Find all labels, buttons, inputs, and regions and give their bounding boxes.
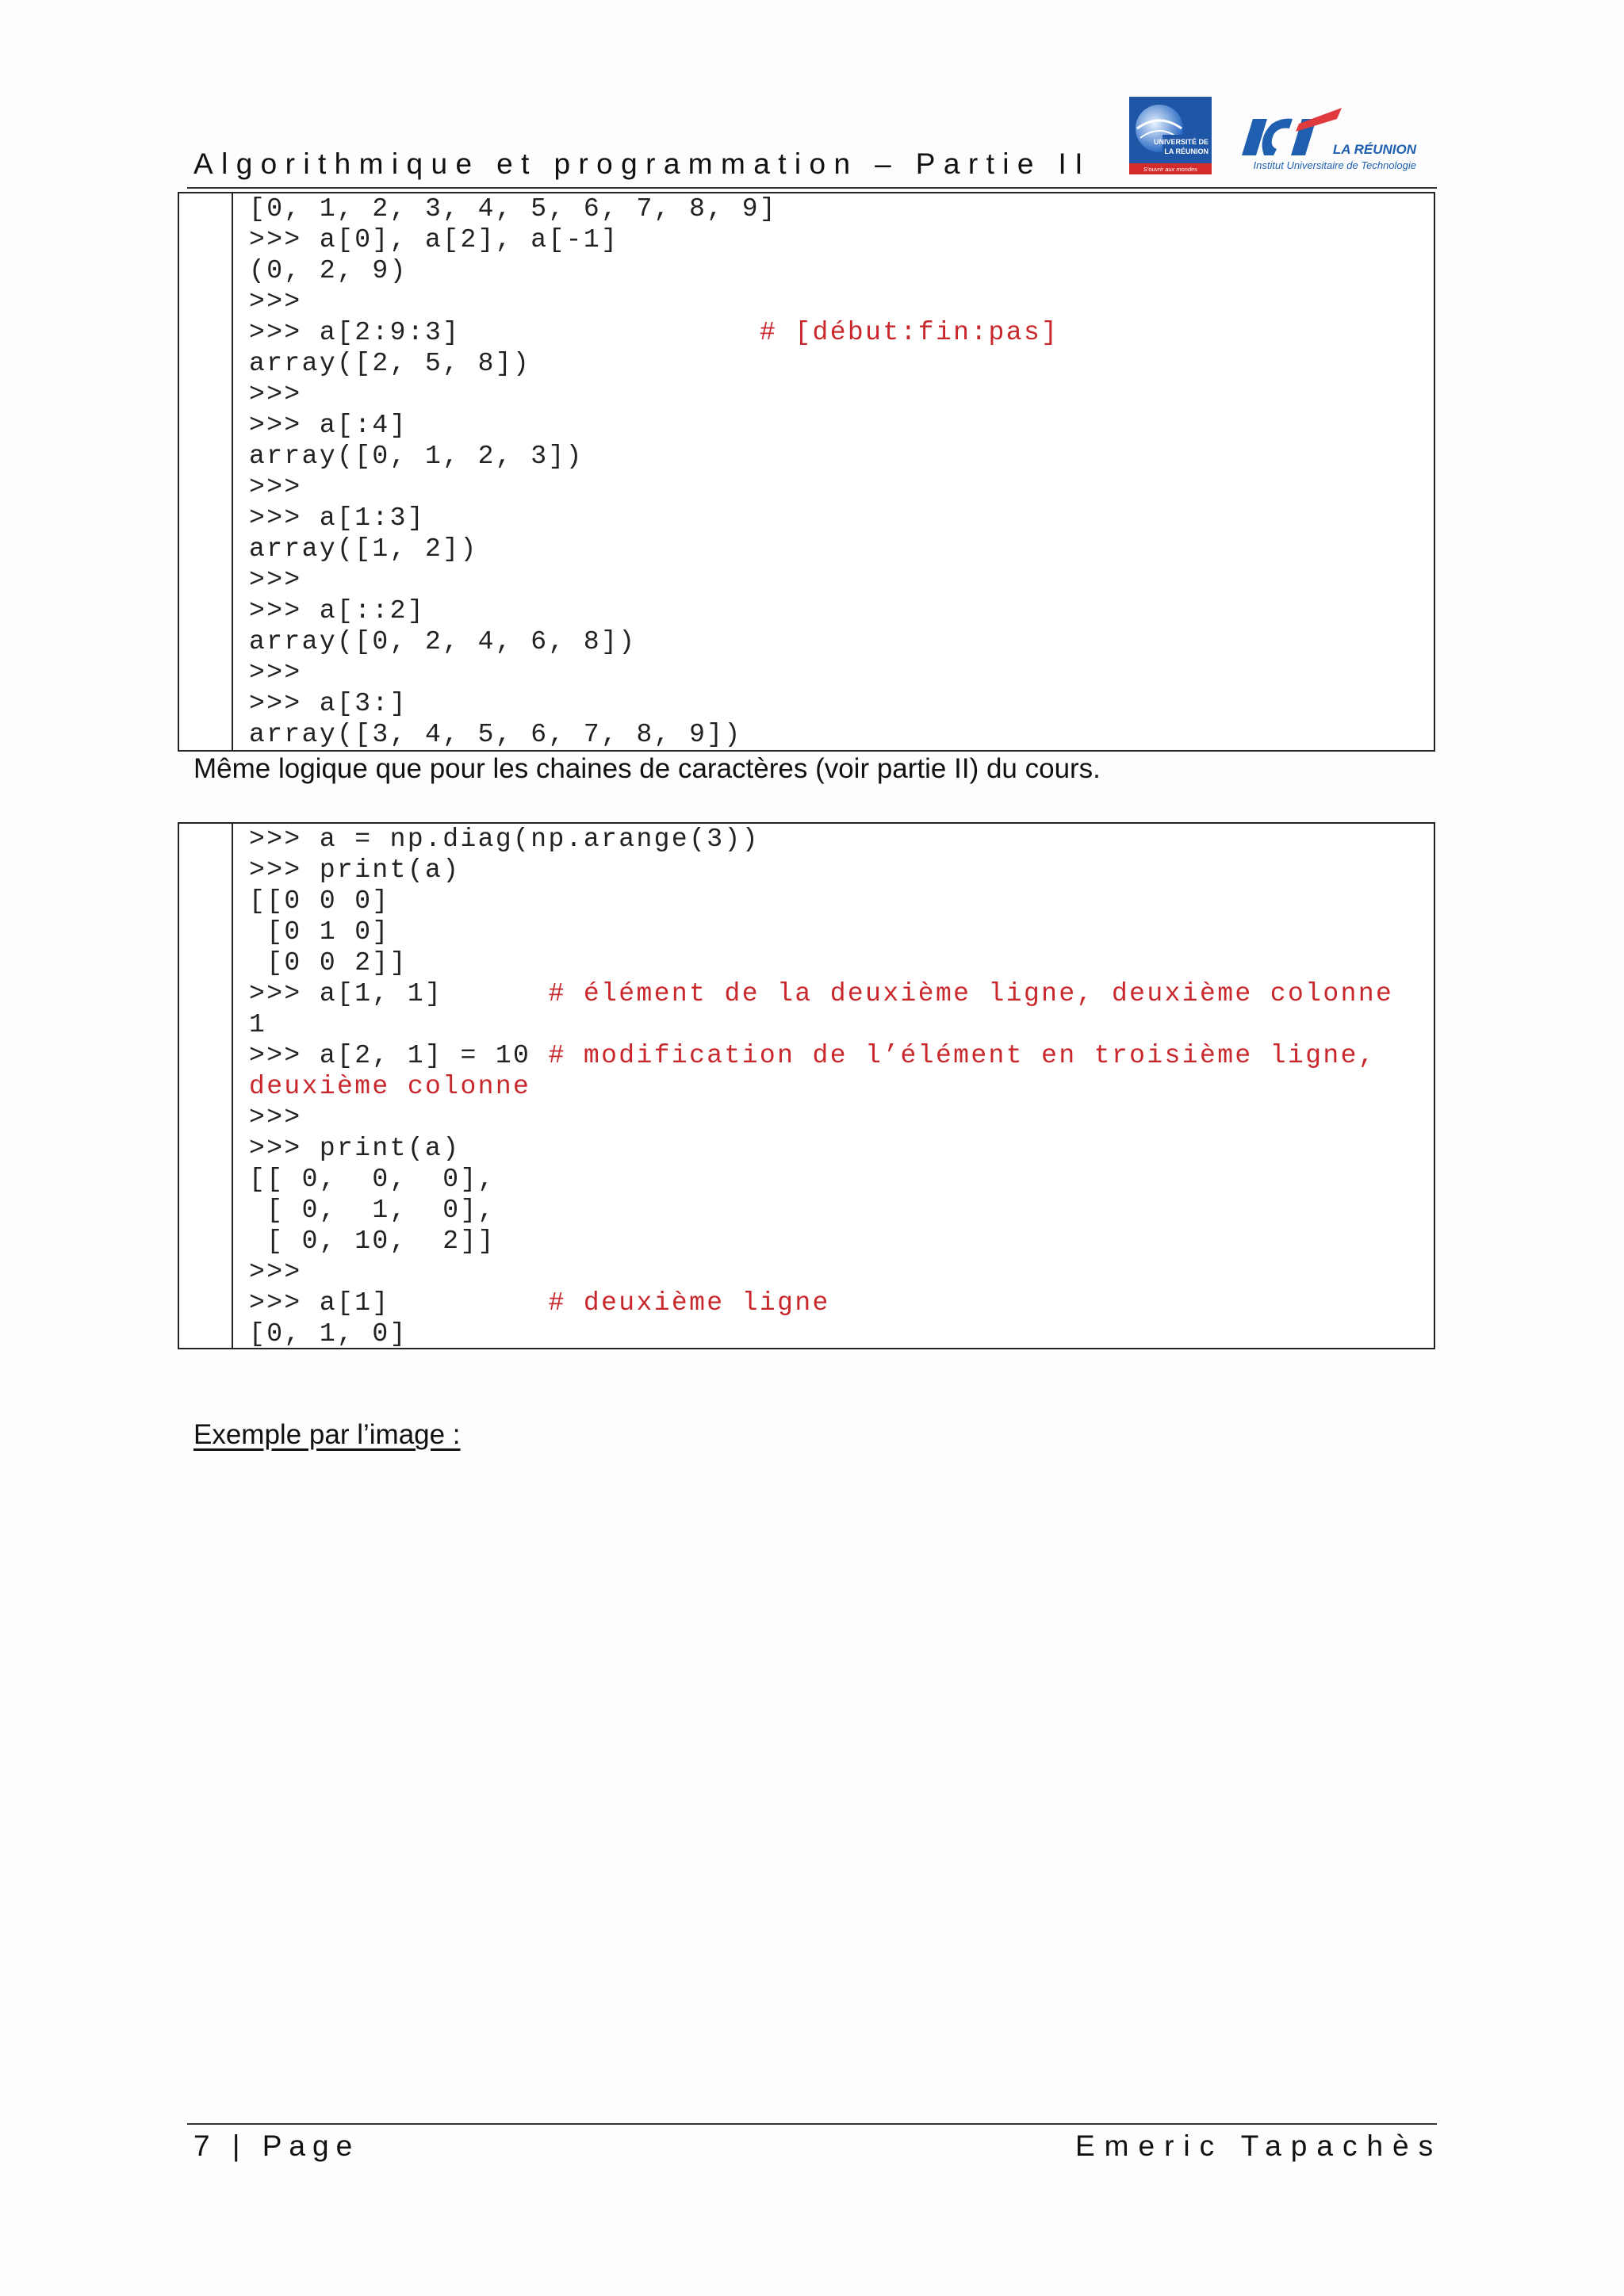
header-divider: [187, 187, 1437, 189]
code-line: [249, 855, 1434, 886]
code-line: [249, 1226, 1434, 1257]
code-text: [0 0 2]]: [249, 948, 408, 978]
code-line: [249, 1102, 1434, 1133]
code-line: [249, 595, 1434, 626]
logo-univ-line2: LA RÉUNION: [1164, 147, 1208, 155]
logo-univ-tagline: S'ouvrir aux mondes: [1143, 166, 1198, 173]
code-line: [249, 534, 1434, 564]
code-text: >>>: [249, 565, 302, 595]
code-line: [249, 1257, 1434, 1288]
code-line: [249, 1133, 1434, 1164]
code-comment: # modification de l’élément en troisième ligne,: [548, 1041, 1377, 1070]
code-line: [249, 503, 1434, 534]
code-text: [0, 1, 2, 3, 4, 5, 6, 7, 8, 9]: [249, 194, 778, 224]
code-line: [249, 886, 1434, 916]
author-name: Emeric Tapachès: [1075, 2130, 1443, 2162]
code-text: >>> a = np.diag(np.arange(3)): [249, 825, 760, 854]
code-line: [249, 916, 1434, 947]
university-logo: [1129, 97, 1212, 174]
logo-iut-name: LA RÉUNION: [1332, 142, 1416, 157]
code-line: [249, 1288, 1434, 1318]
logo-iut-subtitle: Institut Universitaire de Technologie: [1253, 159, 1416, 171]
code-line: [249, 657, 1434, 688]
code-line: [249, 1071, 1434, 1102]
code-line: [249, 1040, 1434, 1071]
code-gutter: [232, 824, 233, 1348]
code-line: [249, 441, 1434, 472]
code-text: array([0, 2, 4, 6, 8]): [249, 627, 637, 656]
footer-divider: [187, 2123, 1437, 2125]
code-text: >>> a[2, 1] = 10: [249, 1041, 549, 1070]
code-line: [249, 824, 1434, 855]
code-text: >>>: [249, 1103, 302, 1132]
code-text: >>>: [249, 1257, 302, 1287]
code-text: [0, 1, 0]: [249, 1319, 408, 1349]
code-text: 1: [249, 1010, 267, 1039]
code-line: [249, 719, 1434, 750]
code-text: [[0 0 0]: [249, 886, 390, 916]
code-text: >>> print(a): [249, 855, 461, 885]
code-line: [249, 410, 1434, 441]
code-text: [[ 0, 0, 0],: [249, 1165, 496, 1194]
code-text: >>> print(a): [249, 1134, 461, 1163]
document-title: Algorithmique et programmation – Partie II: [193, 147, 1091, 180]
code-line: [249, 224, 1434, 255]
code-line: [249, 255, 1434, 286]
code-line: [249, 688, 1434, 719]
iut-logo: [1229, 100, 1419, 176]
code-text: array([0, 1, 2, 3]): [249, 442, 584, 471]
code-text: >>>: [249, 380, 302, 409]
code-line: [249, 1318, 1434, 1349]
logo-univ-line1: UNIVERSITÉ DE: [1153, 138, 1208, 146]
code-block-slicing: [178, 192, 1435, 752]
code-block-2d-indexing: [178, 822, 1435, 1349]
code-line: [249, 978, 1434, 1009]
code-text: [ 0, 1, 0],: [249, 1196, 496, 1225]
code-text: >>> a[3:]: [249, 689, 408, 718]
code-text: >>>: [249, 473, 302, 502]
code-line: [249, 286, 1434, 317]
code-text: >>> a[1:3]: [249, 503, 426, 533]
code-text: >>> a[::2]: [249, 596, 426, 626]
code-lines: [249, 824, 1434, 1349]
code-text: >>> a[2:9:3]: [249, 318, 760, 347]
code-text: >>> a[0], a[2], a[-1]: [249, 225, 619, 254]
code-text: >>> a[1, 1]: [249, 979, 549, 1008]
code-text: [ 0, 10, 2]]: [249, 1226, 496, 1256]
code-text: array([1, 2]): [249, 534, 478, 564]
code-gutter: [232, 193, 233, 750]
code-comment: # deuxième ligne: [548, 1288, 830, 1318]
code-text: >>> a[1]: [249, 1288, 549, 1318]
code-text: >>>: [249, 287, 302, 316]
code-line: [249, 626, 1434, 657]
code-line: [249, 193, 1434, 224]
code-comment: # [début:fin:pas]: [759, 318, 1059, 347]
code-text: array([3, 4, 5, 6, 7, 8, 9]): [249, 720, 742, 749]
explanation-paragraph: Même logique que pour les chaines de caractères (voir partie II) du cours.: [193, 753, 1101, 784]
code-line: [249, 317, 1434, 348]
code-line: [249, 947, 1434, 978]
code-comment: # élément de la deuxième ligne, deuxième colonne: [548, 979, 1394, 1008]
code-line: [249, 348, 1434, 379]
example-heading: Exemple par l’image :: [193, 1419, 461, 1450]
code-line: [249, 1164, 1434, 1195]
code-line: [249, 472, 1434, 503]
page-number: 7 | Page: [193, 2130, 360, 2162]
code-line: [249, 564, 1434, 595]
code-text: >>>: [249, 658, 302, 687]
code-text: array([2, 5, 8]): [249, 349, 531, 378]
code-line: [249, 1195, 1434, 1226]
code-text: (0, 2, 9): [249, 256, 408, 285]
code-text: >>> a[:4]: [249, 411, 408, 440]
code-line: [249, 379, 1434, 410]
code-lines: [249, 193, 1434, 750]
code-comment: deuxième colonne: [249, 1072, 531, 1101]
code-text: [0 1 0]: [249, 917, 390, 947]
code-line: [249, 1009, 1434, 1040]
